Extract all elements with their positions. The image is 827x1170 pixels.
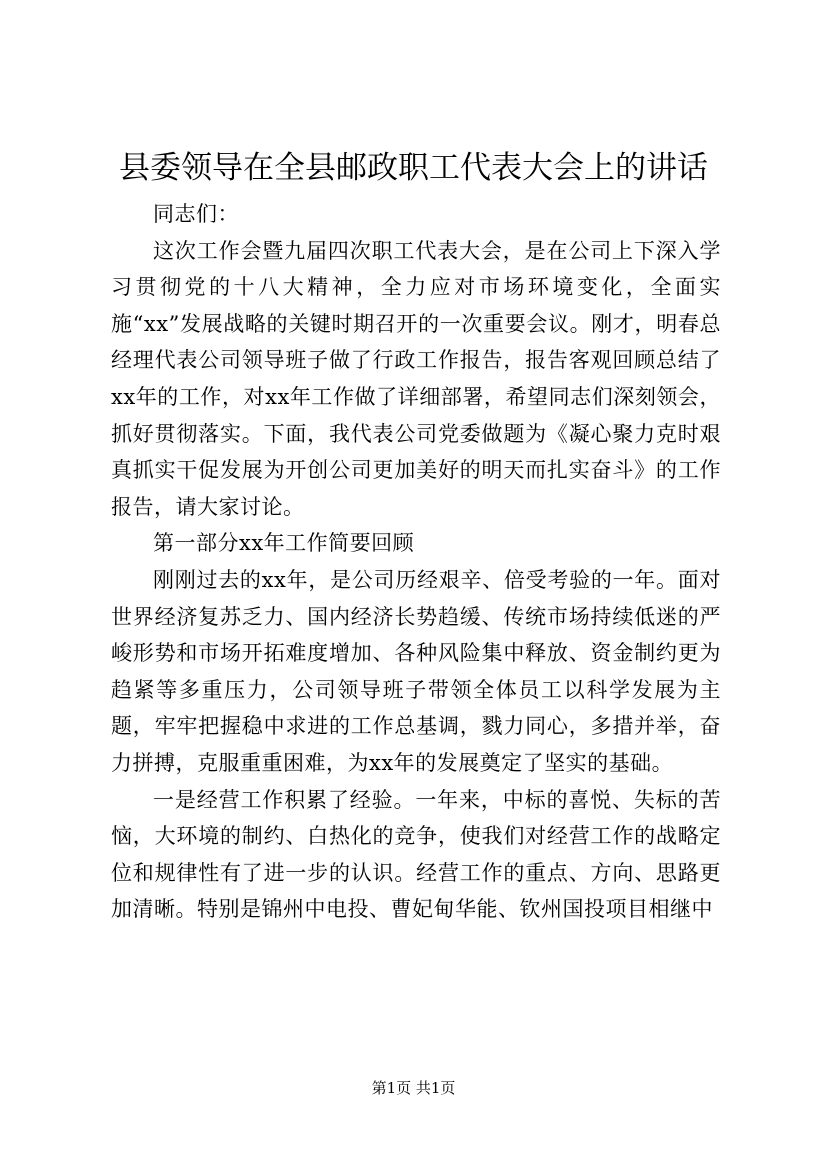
body-paragraph: 这次工作会暨九届四次职工代表大会，是在公司上下深入学习贯彻党的十八大精神，全力应对市场环境变化，全面实施“xx”发展战略的关键时期召开的一次重要会议。刚才，明春总经理代表公司领导班子做了行政工作报告，报告客观回顾总结了xx年的工作，对xx年工作做了详细部署，希望同志们深刻领会，抓好贯彻落实。下面，我代表公司党委做题为《凝心聚力克时艰真抓实干促发展为开创公司更加美好的明天而扎实奋斗》的工作报告，请大家讨论。: [111, 238, 721, 519]
body-paragraph: 刚刚过去的xx年，是公司历经艰辛、倍受考验的一年。面对世界经济复苏乏力、国内经济长势趋缓、传统市场持续低迷的严峻形势和市场开拓难度增加、各种风险集中释放、资金制约更为趋紧等多重压力，公司领导班子带领全体员工以科学发展为主题，牢牢把握稳中求进的工作总基调，戮力同心，多措并举，奋力拼搏，克服重重困难，为xx年的发展奠定了坚实的基础。: [111, 567, 721, 775]
body-paragraph: 一是经营工作积累了经验。一年来，中标的喜悦、失标的苦恼，大环境的制约、白热化的竞争，使我们对经营工作的战略定位和规律性有了进一步的认识。经营工作的重点、方向、思路更加清晰。特别是锦州中电投、曹妃甸华能、钦州国投项目相继中: [111, 787, 721, 922]
salutation-paragraph: 同志们：: [153, 202, 239, 226]
section-heading: 第一部分xx年工作简要回顾: [153, 531, 415, 556]
page-number-footer: 第1页 共1页: [371, 1079, 456, 1097]
document-body: [111, 196, 721, 928]
document-title: 县委领导在全县邮政职工代表大会上的讲话: [119, 150, 708, 186]
